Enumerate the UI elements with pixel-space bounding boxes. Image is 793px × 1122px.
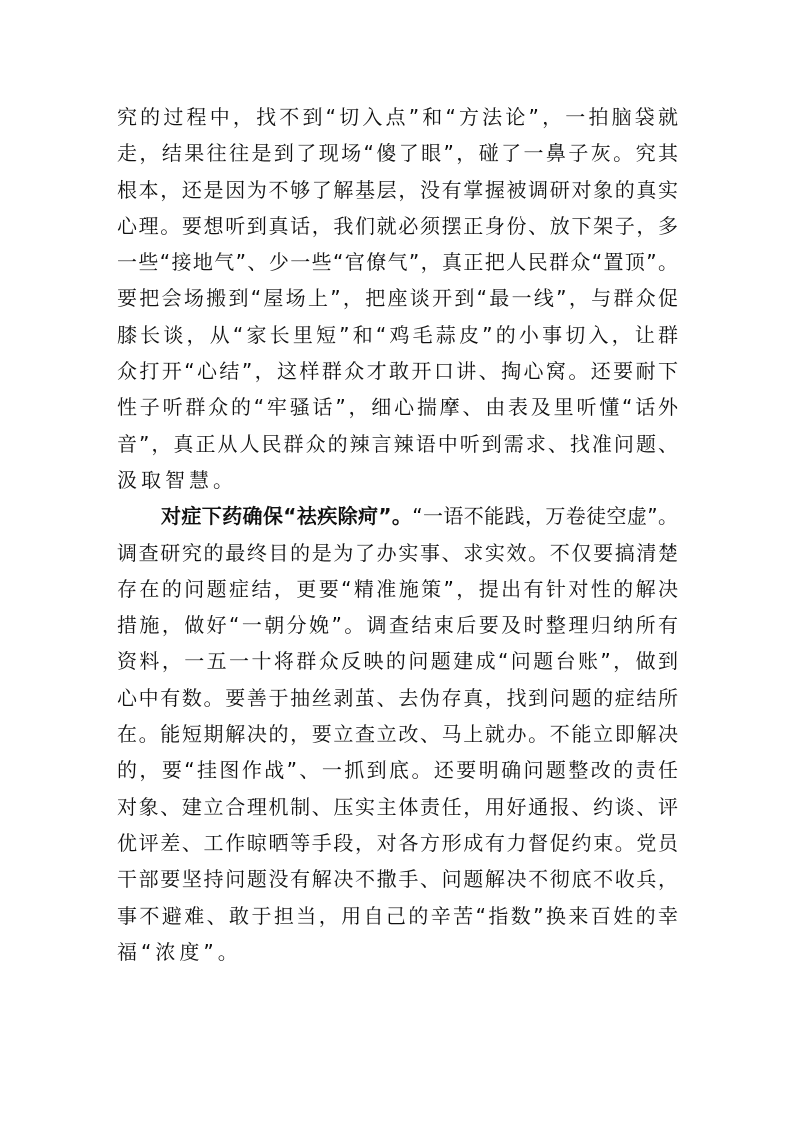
text-line: 对象、建立合理机制、压实主体责任，用好通报、约谈、评: [117, 794, 678, 819]
text-line: 事不避难、敢于担当，用自己的辛苦“指数”换来百姓的幸: [117, 903, 678, 928]
text-line: 的，要“挂图作战”、一抓到底。还要明确问题整改的责任: [117, 758, 678, 783]
paragraph-1: [117, 99, 678, 498]
text-line: 调查研究的最终目的是为了办实事、求实效。不仅要搞清楚: [117, 540, 678, 565]
text-line: 心中有数。要善于抽丝剥茧、去伪存真，找到问题的症结所: [117, 685, 678, 710]
text-line: 根本，还是因为不够了解基层，没有掌握被调研对象的真实: [117, 177, 678, 202]
text-line: 音”，真正从人民群众的辣言辣语中听到需求、找准问题、: [117, 431, 678, 456]
text-line: 要把会场搬到“屋场上”，把座谈开到“最一线”，与群众促: [117, 286, 678, 311]
text-line: 存在的问题症结，更要“精准施策”，提出有针对性的解决: [117, 576, 678, 601]
text-line: 资料，一五一十将群众反映的问题建成“问题台账”，做到: [117, 649, 678, 674]
document-page: [117, 99, 678, 970]
paragraph-2-first-line: [117, 498, 678, 534]
text-line: 干部要坚持问题没有解决不撒手、问题解决不彻底不收兵，: [117, 867, 678, 892]
text-line: 心理。要想听到真话，我们就必须摆正身份、放下架子，多: [117, 213, 678, 238]
quote-text: “一语不能践，万卷徒空虚”。: [412, 504, 678, 529]
text-line: 一些“接地气”、少一些“官僚气”，真正把人民群众“置顶”。: [117, 250, 678, 275]
text-line: 膝长谈，从“家长里短”和“鸡毛蒜皮”的小事切入，让群: [117, 322, 678, 347]
text-line: 汲取智慧。: [117, 467, 237, 492]
text-line: 措施，做好“一朝分娩”。调查结束后要及时整理归纳所有: [117, 613, 678, 638]
text-line: 在。能短期解决的，要立查立改、马上就办。不能立即解决: [117, 722, 678, 747]
text-line: 走，结果往往是到了现场“傻了眼”，碰了一鼻子灰。究其: [117, 141, 678, 166]
section-heading: 对症下药确保“祛疾除疴”。: [161, 504, 413, 529]
text-line: 性子听群众的“牢骚话”，细心揣摩、由表及里听懂“话外: [117, 395, 678, 420]
text-line: 福“浓度”。: [117, 939, 242, 964]
text-line: 众打开“心结”，这样群众才敢开口讲、掏心窝。还要耐下: [117, 359, 678, 384]
text-line: 究的过程中，找不到“切入点”和“方法论”，一拍脑袋就: [117, 105, 678, 129]
paragraph-2: [117, 498, 678, 970]
text-line: 优评差、工作晾晒等手段，对各方形成有力督促约束。党员: [117, 830, 678, 855]
